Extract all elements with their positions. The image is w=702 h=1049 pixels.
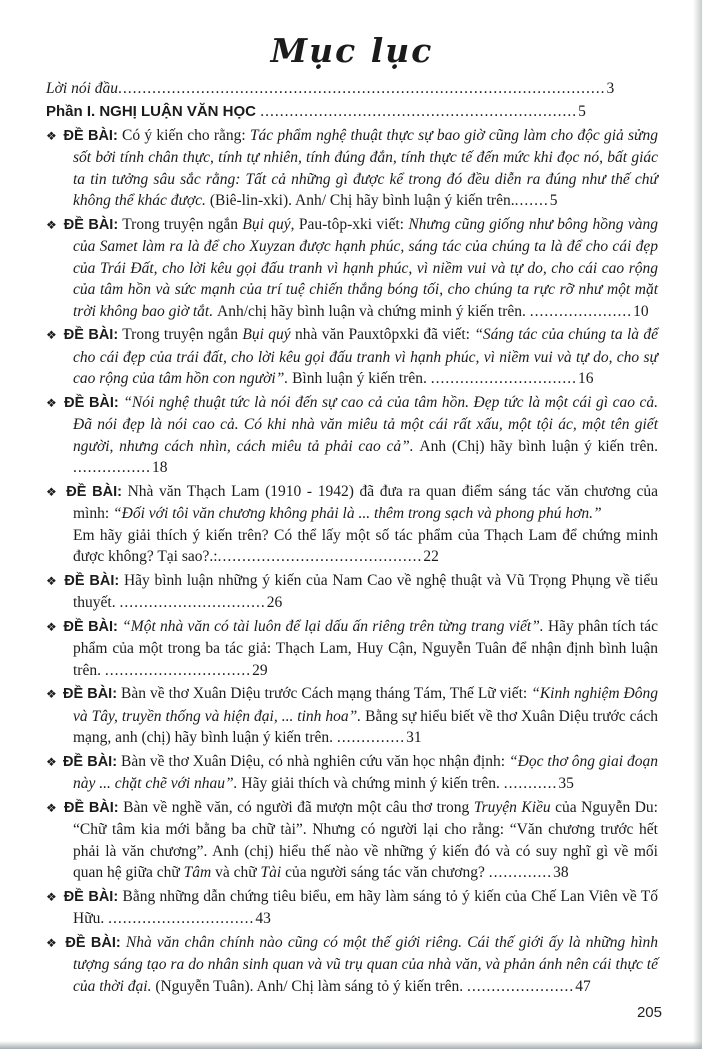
dot-leader: ..............................: [108, 910, 255, 927]
topic-label: ĐỀ BÀI:: [62, 686, 118, 702]
toc-page-number: 18: [152, 459, 168, 476]
dot-leader: ..............: [336, 729, 406, 746]
diamond-bullet-icon: ❖: [46, 217, 61, 232]
toc-front-item: [46, 78, 658, 100]
toc-entry: [46, 616, 658, 682]
diamond-bullet-icon: ❖: [46, 687, 60, 701]
entry-text: Nhà văn chân chính nào cũng có một thế giới riêng. Cái thế giới ấy là những hình tượng sáng tạo ra do nhân sinh quan và vũ trụ quan của nhà văn, và phản ánh nên cái thực tế của thời đại.: [73, 933, 658, 995]
diamond-bullet-icon: ❖: [46, 935, 63, 950]
toc-content: [46, 0, 658, 999]
dot-leader: .................................................................: [260, 103, 578, 120]
dot-leader: ..............................: [119, 594, 266, 611]
entry-text: Phần I. NGHỊ LUẬN VĂN HỌC: [46, 103, 261, 120]
dot-leader: .....................: [529, 302, 633, 320]
topic-label: ĐỀ BÀI:: [63, 618, 118, 635]
entry-text: (Biê-lin-xki). Anh/ Chị hãy bình luận ý kiến trên.: [209, 192, 515, 209]
entry-text: Bằng những dẫn chứng tiêu biểu, em hãy làm sáng tỏ ý kiến của Chế Lan Viên về Tố Hữu.: [73, 887, 659, 927]
entry-text: Anh (Chị) hãy bình luận ý kiến trên.: [419, 437, 658, 455]
entry-text: “Sáng tác của chúng ta là để cho cái đẹp của trái đất, cho lời kêu gọi đấu tranh vì hạnh phúc, vì niềm vui và tự do, cho sự cao rộng của tâm hồn con người”.: [73, 326, 658, 387]
diamond-bullet-icon: ❖: [46, 484, 64, 499]
entry-text: Bàn về thơ Xuân Diệu, có nhà nghiên cứu văn học nhận định:: [121, 752, 509, 770]
toc-page-number: 38: [553, 864, 569, 881]
entry-text: nhà văn Pauxtôpxki đã viết:: [290, 326, 475, 343]
entry-text: Hãy giải thích và chứng minh ý kiến trên.: [241, 775, 504, 792]
toc-entry: [46, 683, 658, 749]
diamond-bullet-icon: ❖: [46, 889, 61, 904]
entry-text: Em hãy giải thích ý kiến trên? Có thể lấy một số tác phẩm của Thạch Lam để chứng minh được không? Tại sao?.:: [73, 526, 658, 565]
dot-leader: ...........: [503, 775, 558, 792]
toc-entry: [46, 570, 658, 614]
toc-list: [46, 78, 658, 998]
entry-text: “Đối với tôi văn chương không phải là ... thêm trong sạch và phong phú hơn.”: [113, 505, 602, 522]
topic-label: ĐỀ BÀI:: [66, 483, 122, 500]
toc-page-number: 5: [578, 103, 586, 120]
entry-text: Có ý kiến cho rằng:: [122, 126, 250, 144]
toc-page-number: 47: [575, 977, 591, 995]
diamond-bullet-icon: ❖: [46, 800, 62, 815]
diamond-bullet-icon: ❖: [46, 573, 62, 588]
diamond-bullet-icon: ❖: [46, 754, 60, 769]
entry-text: Bằng sự hiểu biết về thơ Xuân Diệu trước cách mạng, anh (chị) hãy bình luận ý kiến trên.: [73, 707, 658, 746]
entry-text: Lời nói đầu: [46, 79, 119, 97]
toc-entry: [46, 797, 658, 884]
toc-page-number: 43: [255, 910, 271, 927]
entry-text: Bụi quý: [242, 326, 291, 343]
entry-text: của người sáng tác văn chương?: [281, 864, 489, 881]
entry-text: và chữ: [211, 864, 261, 881]
entry-text: Tài: [260, 864, 282, 881]
toc-front-item: [46, 101, 658, 123]
entry-text: “Nói nghệ thuật tức là nói đến sự cao cả của tâm hồn. Đẹp tức là một cái gì cao cả. Đã nói đẹp là nói cao cả. Có khi nhà văn miêu tả một cái rất xấu, một tội ác, một tên giết người, nhưng cách nhìn, cách miêu tả phải cao cả”.: [73, 393, 658, 455]
entry-text: Nhưng cũng giống như bông hồng vàng của Samet làm ra là để cho Xuyzan được hạnh phúc, sáng tác của chúng ta là để cho cái đẹp của Trái Đất, cho lời kêu gọi đấu tranh vì hạnh phúc, vì niềm vui và tự do, cho cái cao rộng của tâm hồn và sức mạnh của trí tuệ chiến thắng bóng tối, cho chúng ta rực rỡ như một mặt trời không bao giờ tắt.: [73, 215, 658, 320]
toc-entry: [46, 214, 658, 323]
entry-text: Tác phẩm nghệ thuật thực sự bao giờ cũng làm cho độc giả sửng sốt bởi tính chân thực, tính tự nhiên, tính đúng đắn, tính thực tế đến mức khi đọc nó, bất giác ta tin tưởng sâu sắc rằng: Tất cả những gì được kể trong đó đều diễn ra đúng như thế chứ không thể khác được.: [73, 126, 658, 209]
dot-leader: .............: [488, 864, 553, 881]
entry-text: “Kinh nghiệm Đông và Tây, truyền thống và hiện đại, ... tinh hoa”.: [73, 685, 658, 725]
entry-text: “Một nhà văn có tài luôn để lại dấu ấn riêng trên từng trang viết”.: [122, 617, 548, 635]
topic-label: ĐỀ BÀI:: [63, 127, 118, 144]
topic-label: ĐỀ BÀI:: [63, 216, 119, 233]
toc-entry: [46, 392, 658, 479]
entry-text: Bàn về nghề văn, có người đã mượn một câu thơ trong: [123, 798, 474, 816]
entry-text: Bụi quý: [242, 215, 291, 233]
toc-page-number: 5: [549, 192, 558, 209]
entry-text: Tâm: [183, 864, 212, 881]
entry-text: (Nguyễn Tuân). Anh/ Chị làm sáng tỏ ý kiến trên.: [155, 977, 468, 995]
topic-label: ĐỀ BÀI:: [64, 394, 119, 411]
diamond-bullet-icon: ❖: [46, 328, 61, 342]
topic-label: ĐỀ BÀI:: [63, 327, 119, 343]
toc-entry: [46, 481, 658, 568]
toc-page-number: 35: [558, 775, 574, 792]
topic-label: ĐỀ BÀI:: [62, 753, 118, 770]
dot-leader: ......................: [467, 977, 575, 995]
toc-page-number: 29: [252, 661, 268, 679]
entry-text: Anh/chị hãy bình luận và chứng minh ý kiến trên.: [217, 302, 530, 320]
toc-entry: [46, 932, 658, 998]
toc-page-number: 10: [633, 302, 649, 320]
topic-label: ĐỀ BÀI:: [65, 934, 121, 951]
entry-text: , Pau-tôp-xki viết:: [290, 215, 409, 233]
topic-label: ĐỀ BÀI:: [63, 888, 119, 905]
dot-leader: .......: [514, 192, 549, 209]
entry-text: Trong truyện ngắn: [122, 215, 243, 233]
dot-leader: ..........................................: [217, 548, 423, 565]
dot-leader: ..............................: [430, 370, 577, 387]
page-title: Mục lục: [270, 31, 434, 70]
diamond-bullet-icon: ❖: [46, 619, 61, 634]
entry-text: Hãy bình luận những ý kiến của Nam Cao về nghệ thuật và Vũ Trọng Phụng về tiểu thuyết.: [73, 571, 658, 611]
page-number: 205: [636, 1003, 662, 1021]
dot-leader: ..............................: [104, 661, 252, 679]
diamond-bullet-icon: ❖: [46, 395, 62, 410]
entry-text: Truyện Kiều: [473, 798, 551, 816]
dot-leader: ................: [73, 459, 151, 476]
toc-entry: [46, 324, 658, 390]
toc-page-number: 22: [423, 548, 439, 565]
toc-entry: [46, 125, 658, 212]
entry-text: Trong truyện ngắn: [122, 326, 243, 343]
entry-text: của Nguyễn Du: “Chữ tâm kia mới bằng ba chữ tài”. Nhưng có người lại cho rằng: “Văn chương trước hết phải là văn chương”. Anh (chị) hiểu thế nào về những ý kiến đó và có suy nghĩ gì về mối quan hệ giữa chữ: [73, 798, 658, 881]
entry-text: Bình luận ý kiến trên.: [292, 370, 431, 387]
entry-text: Bàn về thơ Xuân Diệu trước Cách mạng tháng Tám, Thế Lữ viết:: [121, 685, 532, 702]
topic-label: ĐỀ BÀI:: [64, 799, 119, 816]
toc-page-number: 16: [577, 370, 594, 387]
scan-edge-bottom: [0, 1041, 702, 1049]
toc-page-number: 31: [406, 729, 422, 746]
diamond-bullet-icon: ❖: [46, 128, 61, 143]
toc-entry: [46, 751, 658, 795]
scan-edge-right: [693, 0, 702, 1049]
entry-text: Hãy phân tích tác phẩm của một trong ba tác giả: Thạch Lam, Huy Cận, Nguyễn Tuân để nhận định bình luận trên.: [73, 617, 658, 679]
entry-text: Nhà văn Thạch Lam (1910 - 1942) đã đưa ra quan điểm sáng tác văn chương của mình:: [73, 482, 658, 522]
entry-text: “Đọc thơ ông giai đoạn này ... chặt chẽ với nhau”.: [73, 752, 659, 792]
toc-page-number: 26: [266, 594, 283, 611]
dot-leader: ....................................................................................................: [118, 79, 606, 97]
toc-page-number: 3: [606, 79, 615, 97]
topic-label: ĐỀ BÀI:: [64, 572, 120, 589]
toc-entry: [46, 886, 658, 930]
